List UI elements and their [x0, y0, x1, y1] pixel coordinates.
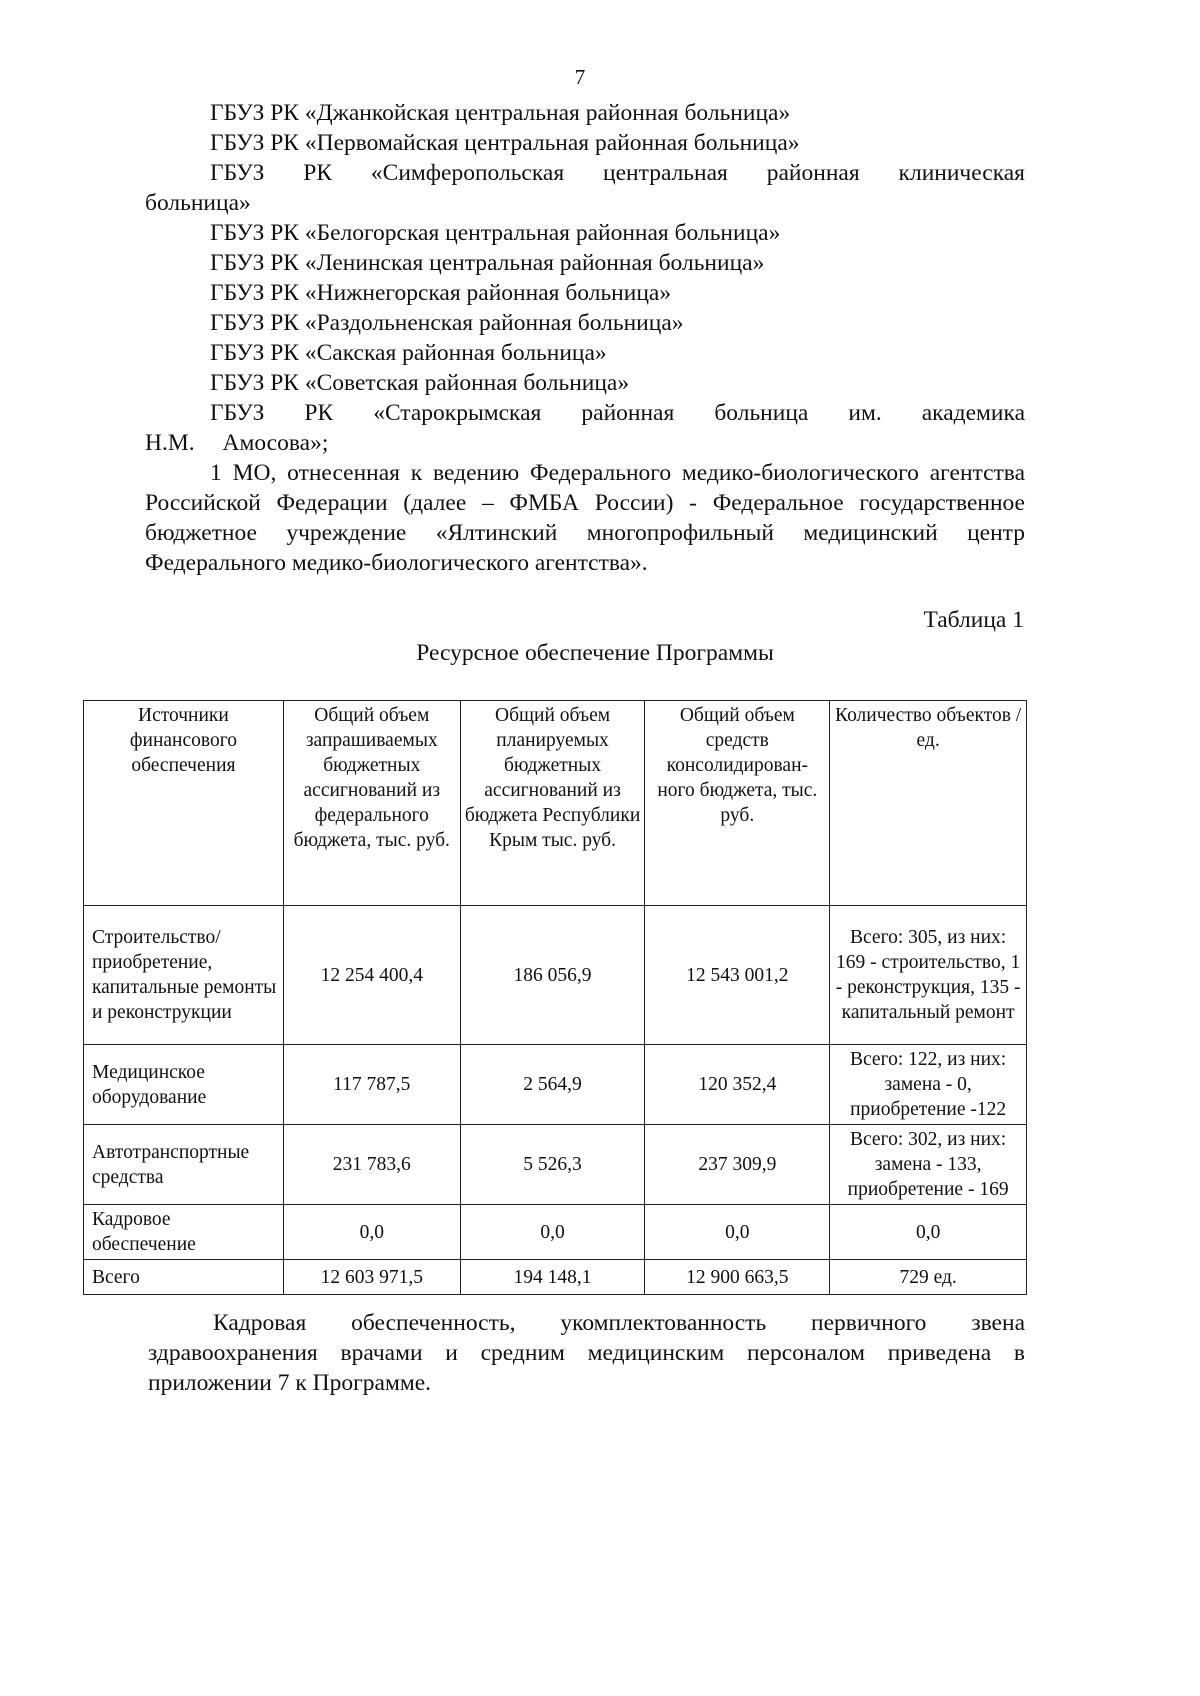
list-item: ГБУЗ РК «Ленинская центральная районная больница» — [210, 250, 765, 276]
value-cell: 2 564,9 — [460, 1045, 645, 1125]
value-cell: 5 526,3 — [460, 1125, 645, 1205]
count-cell: 729 ед. — [830, 1260, 1027, 1295]
table-row — [84, 1205, 1027, 1260]
value-cell: 120 352,4 — [645, 1045, 830, 1125]
list-item: ГБУЗ РК «Нижнегорская районная больница» — [210, 280, 672, 306]
header-cell: Источники финансового обеспечения — [84, 701, 284, 906]
table-row — [84, 1045, 1027, 1125]
header-cell: Общий объем средств консолидирован-ного бюджета, тыс. руб. — [645, 701, 830, 906]
list-item: ГБУЗ РК «Сакская районная больница» — [210, 340, 607, 366]
resource-table — [83, 700, 1027, 1295]
closing-paragraph: Кадровая обеспеченность, укомплектованность первичного звена здравоохранения врачами и средним медицинским персоналом приведена в приложении 7 к Программе. — [148, 1310, 1025, 1396]
header-cell: Количество объектов / ед. — [830, 701, 1027, 906]
list-item: ГБУЗ РК «Белогорская центральная районная больница» — [210, 220, 781, 246]
value-cell: 0,0 — [460, 1205, 645, 1260]
source-cell: Всего — [84, 1260, 284, 1295]
count-cell: Всего: 305, из них: 169 - строительство, 1 - реконструкция, 135 - капитальный ремонт — [830, 906, 1027, 1045]
table-row — [84, 1125, 1027, 1205]
fmba-paragraph: 1 МО, отнесенная к ведению Федерального медико-биологического агентства Российской Федерации (далее – ФМБА России) - Федеральное государственное бюджетное учреждение «Ялтинский многопрофильный медицинский центр Федерального медико-биологического агентства». — [145, 460, 1025, 576]
value-cell: 186 056,9 — [460, 906, 645, 1045]
value-cell: 12 254 400,4 — [283, 906, 460, 1045]
header-cell: Общий объем планируемых бюджетных ассигнований из бюджета Республики Крым тыс. руб. — [460, 701, 645, 906]
list-item: ГБУЗ РК «Джанкойская центральная районная больница» — [210, 100, 791, 126]
table-header-row — [84, 701, 1027, 906]
value-cell: 0,0 — [283, 1205, 460, 1260]
list-item: ГБУЗ РК «Симферопольская центральная районная клиническая больница» — [145, 160, 1025, 216]
page-number: 7 — [574, 65, 586, 89]
source-cell: Кадровое обеспечение — [84, 1205, 284, 1260]
list-item: ГБУЗ РК «Первомайская центральная районная больница» — [210, 130, 800, 156]
value-cell: 12 543 001,2 — [645, 906, 830, 1045]
value-cell: 12 603 971,5 — [283, 1260, 460, 1295]
value-cell: 12 900 663,5 — [645, 1260, 830, 1295]
value-cell: 117 787,5 — [283, 1045, 460, 1125]
table-label: Таблица 1 — [923, 607, 1024, 633]
value-cell: 231 783,6 — [283, 1125, 460, 1205]
table-title: Ресурсное обеспечение Программы — [416, 640, 774, 666]
list-item: ГБУЗ РК «Старокрымская районная больница им. академика Н.М. Амосова»; — [145, 400, 1025, 456]
table-total-row — [84, 1260, 1027, 1295]
table-row — [84, 906, 1027, 1045]
count-cell: Всего: 302, из них: замена - 133, приобретение - 169 — [830, 1125, 1027, 1205]
source-cell: Автотранспортные средства — [84, 1125, 284, 1205]
list-item: ГБУЗ РК «Советская районная больница» — [210, 370, 630, 396]
value-cell: 194 148,1 — [460, 1260, 645, 1295]
header-cell: Общий объем запрашиваемых бюджетных ассигнований из федерального бюджета, тыс. руб. — [283, 701, 460, 906]
value-cell: 237 309,9 — [645, 1125, 830, 1205]
list-item: ГБУЗ РК «Раздольненская районная больница» — [210, 310, 684, 336]
count-cell: Всего: 122, из них: замена - 0, приобретение -122 — [830, 1045, 1027, 1125]
value-cell: 0,0 — [645, 1205, 830, 1260]
source-cell: Медицинское оборудование — [84, 1045, 284, 1125]
count-cell: 0,0 — [830, 1205, 1027, 1260]
source-cell: Строительство/ приобретение, капитальные ремонты и реконструкции — [84, 906, 284, 1045]
